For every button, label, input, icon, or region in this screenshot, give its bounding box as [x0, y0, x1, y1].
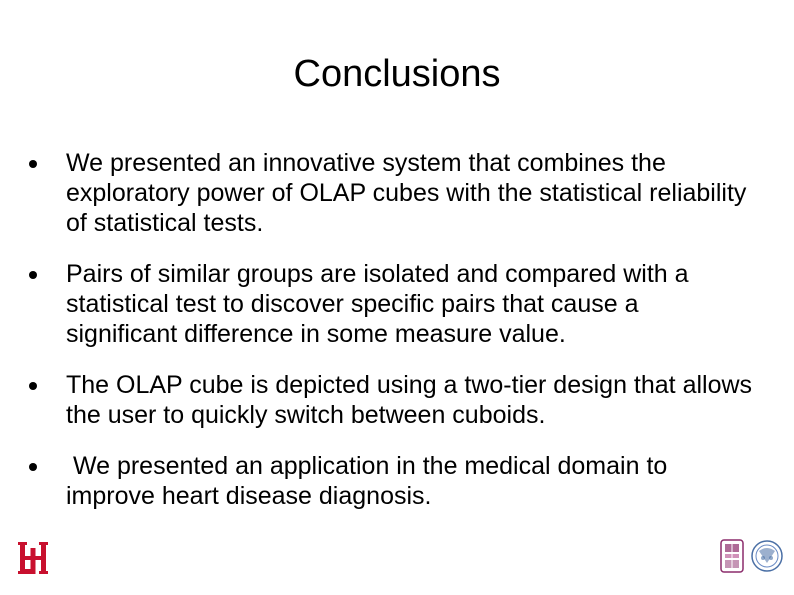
- slide-title: Conclusions: [293, 53, 501, 95]
- bullet-list: [26, 148, 756, 532]
- bullet-text: The OLAP cube is depicted using a two-tier design that allows the user to quickly switch between cuboids.: [66, 371, 753, 429]
- bullet-dot-icon: [29, 271, 37, 279]
- bullet-dot-icon: [29, 160, 37, 168]
- bullet-dot-icon: [29, 382, 37, 390]
- bullet-item: [26, 148, 756, 238]
- bullet-item: [26, 370, 756, 430]
- bullet-text: We presented an innovative system that combines the exploratory power of OLAP cubes with the statistical reliability of statistical tests.: [66, 149, 747, 237]
- university-seals-icon: [719, 537, 785, 575]
- bullet-dot-icon: [29, 463, 37, 471]
- bullet-item: [26, 259, 756, 349]
- uh-logo-icon: [18, 540, 48, 576]
- bullet-text: We presented an application in the medical domain to improve heart disease diagnosis.: [66, 452, 668, 510]
- bullet-item: [26, 451, 756, 511]
- bullet-text: Pairs of similar groups are isolated and compared with a statistical test to discover specific pairs that cause a significant difference in some measure value.: [66, 260, 689, 348]
